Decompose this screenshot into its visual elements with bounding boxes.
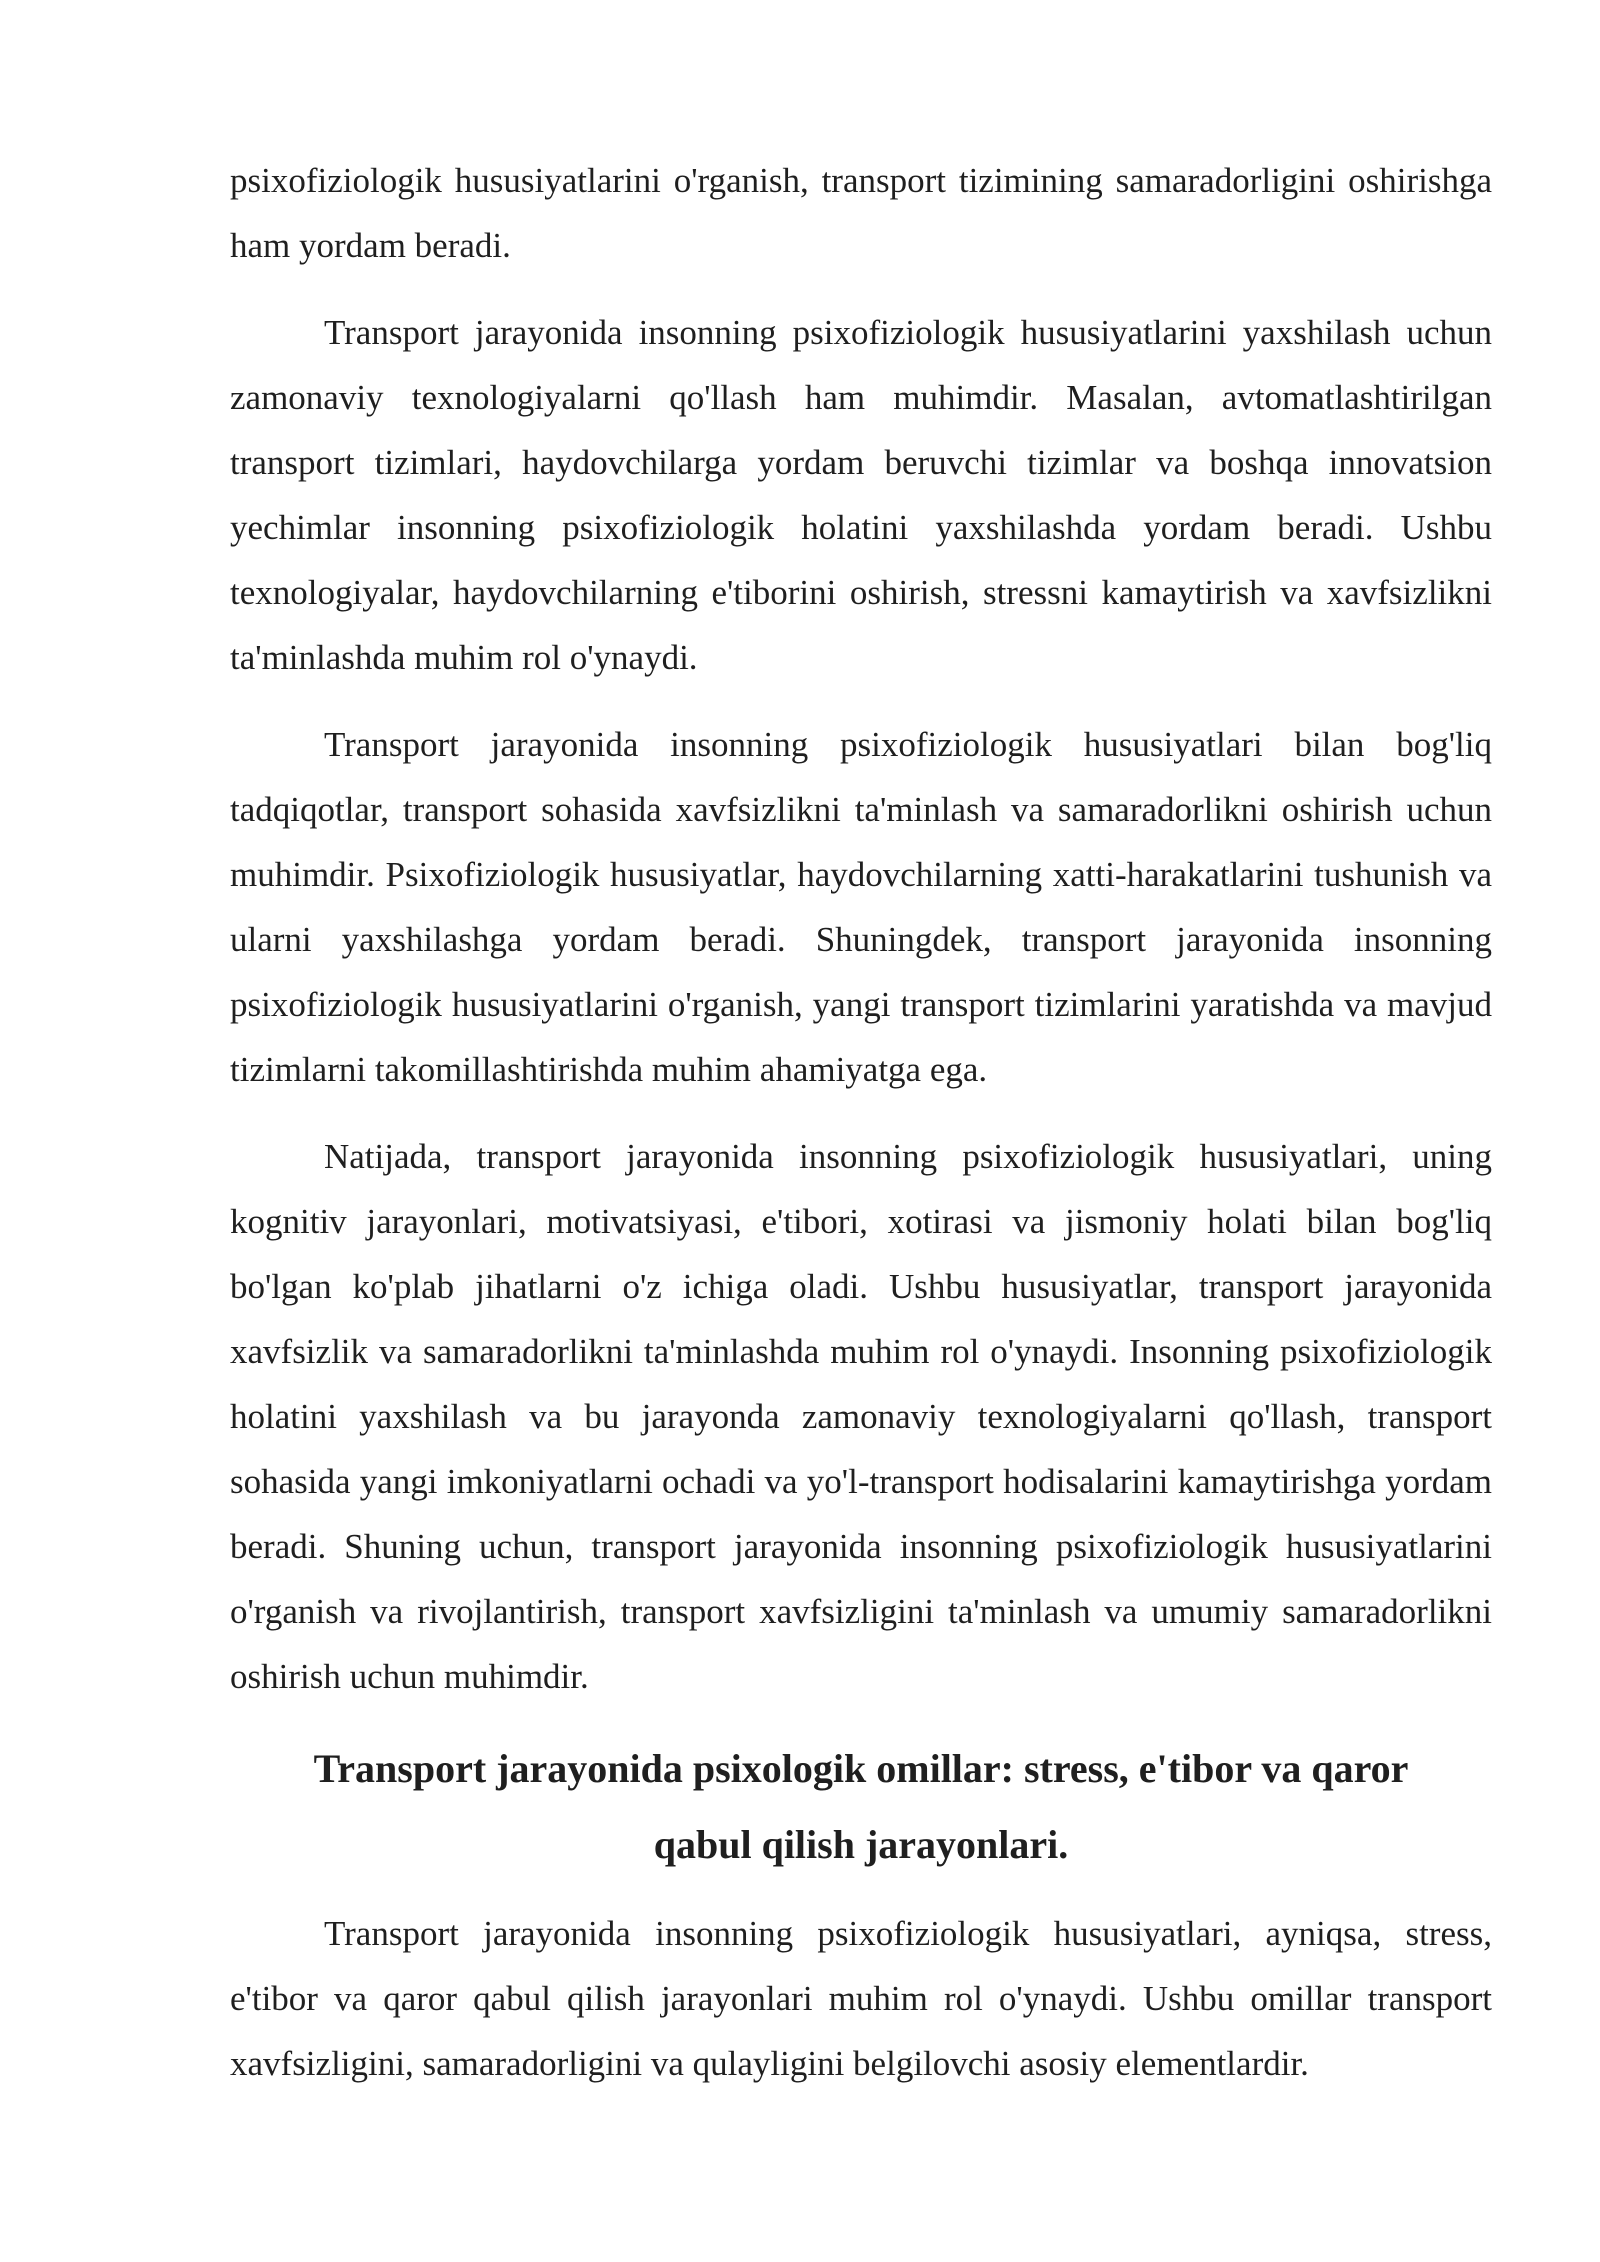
paragraph-conclusion: Natijada, transport jarayonida insonning psixofiziologik hususiyatlari, uning kognitiv jarayonlari, motivatsiyasi, e'tibori, xotirasi va jismoniy holati bilan bog'liq bo'lgan ko'plab jihatlarni o'z ichiga oladi. Ushbu hususiyatlar, transport jarayonida xavfsizlik va samaradorlikni ta'minlashda muhim rol o'ynaydi. Insonning psixofiziologik holatini yaxshilash va bu jarayonda zamonaviy texnologiyalarni qo'llash, transport sohasida yangi imkoniyatlarni ochadi va yo'l-transport hodisalarini kamaytirishga yordam beradi. Shuning uchun, transport jarayonida insonning psixofiziologik hususiyatlarini o'rganish va rivojlantirish, transport xavfsizligini ta'minlash va umumiy samaradorlikni oshirish uchun muhimdir. [230, 1137, 1492, 1696]
section-heading: Transport jarayonida psixologik omillar: stress, e'tibor va qaror qabul qilish jarayonlari. [313, 1746, 1409, 1867]
paragraph-modern-technologies: Transport jarayonida insonning psixofiziologik hususiyatlarini yaxshilash uchun zamonaviy texnologiyalarni qo'llash ham muhimdir. Masalan, avtomatlashtirilgan transport tizimlari, haydovchilarga yordam beruvchi tizimlar va boshqa innovatsion yechimlar insonning psixofiziologik holatini yaxshilashda yordam beradi. Ushbu texnologiyalar, haydovchilarning e'tiborini oshirish, stressni kamaytirish va xavfsizlikni ta'minlashda muhim rol o'ynaydi. [230, 313, 1492, 677]
document-page [230, 148, 1492, 2118]
paragraph-research: Transport jarayonida insonning psixofiziologik hususiyatlari bilan bog'liq tadqiqotlar, transport sohasida xavfsizlikni ta'minlash va samaradorlikni oshirish uchun muhimdir. Psixofiziologik hususiyatlar, haydovchilarning xatti-harakatlarini tushunish va ularni yaxshilashga yordam beradi. Shuningdek, transport jarayonida insonning psixofiziologik hususiyatlarini o'rganish, yangi transport tizimlarini yaratishda va mavjud tizimlarni takomillashtirishda muhim ahamiyatga ega. [230, 725, 1492, 1089]
paragraph-section-intro: Transport jarayonida insonning psixofiziologik hususiyatlari, ayniqsa, stress, e'tibor va qaror qabul qilish jarayonlari muhim rol o'ynaydi. Ushbu omillar transport xavfsizligini, samaradorligini va qulayligini belgilovchi asosiy elementlardir. [230, 1914, 1492, 2083]
paragraph-continuation: psixofiziologik hususiyatlarini o'rganish, transport tizimining samaradorligini oshirishga ham yordam beradi. [230, 161, 1492, 265]
